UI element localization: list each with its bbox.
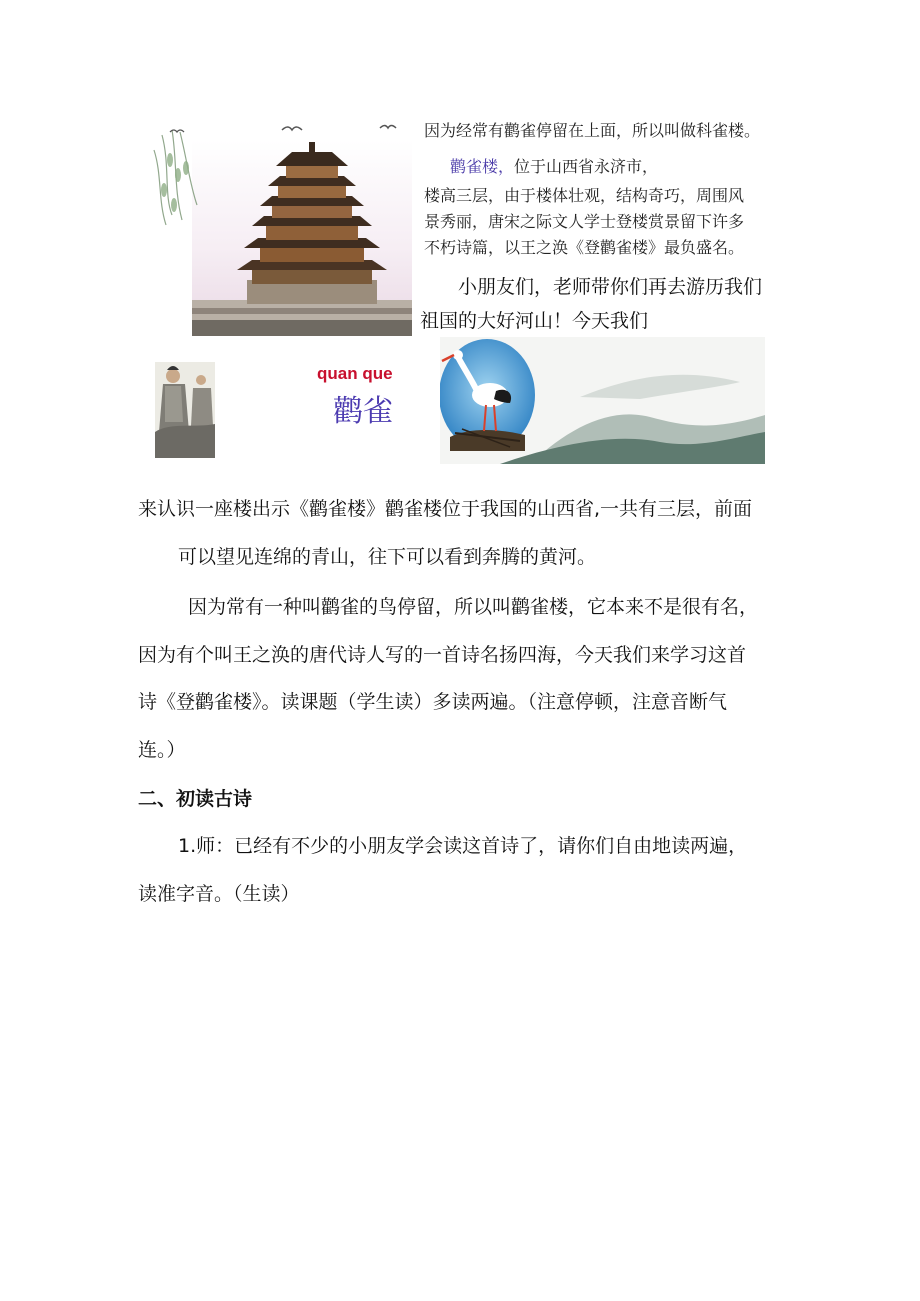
stork-landscape-illustration xyxy=(440,337,765,464)
pinyin-label: quan que xyxy=(317,364,393,383)
tower-illustration xyxy=(152,120,412,336)
side-text-line3: 楼高三层，由于楼体壮观，结构奇巧，周围风 xyxy=(424,186,745,205)
poet-illustration xyxy=(155,362,215,458)
intro-line2: 祖国的大好河山！今天我们 xyxy=(420,310,649,332)
paragraph2-line3: 诗《登鹳雀楼》。读课题（学生读）多读两遍。（注意停顿，注意音断气 xyxy=(138,691,728,713)
paragraph2-line1: 因为常有一种叫鹳雀的鸟停留，所以叫鹳雀楼，它本来不是很有名， xyxy=(188,596,759,618)
intro-line1: 小朋友们，老师带你们再去游历我们 xyxy=(458,276,763,298)
hanzi-label: 鹳雀 xyxy=(333,394,393,429)
section-heading: 二、初读古诗 xyxy=(138,788,253,810)
paragraph2-line4: 连。） xyxy=(138,739,186,761)
side-text-line5: 不朽诗篇，以王之涣《登鹳雀楼》最负盛名。 xyxy=(424,238,745,257)
paragraph3-line2: 读准字音。（生读） xyxy=(138,883,300,905)
tower-location: 位于山西省永济市， xyxy=(514,157,659,176)
paragraph3-line1: 1.师：已经有不少的小朋友学会读这首诗了，请你们自由地读两遍， xyxy=(178,835,748,857)
tower-name: 鹳雀楼， xyxy=(450,157,515,176)
side-text-line4: 景秀丽，唐宋之际文人学士登楼赏景留下许多 xyxy=(424,212,745,231)
side-text-line1: 因为经常有鹳雀停留在上面，所以叫做科雀楼。 xyxy=(424,121,761,140)
paragraph1-line2: 可以望见连绵的青山，往下可以看到奔腾的黄河。 xyxy=(178,546,597,568)
side-text-line2 xyxy=(450,154,658,180)
paragraph1-line1: 来认识一座楼出示《鹳雀楼》鹳雀楼位于我国的山西省,一共有三层，前面 xyxy=(138,498,753,520)
paragraph2-line2: 因为有个叫王之涣的唐代诗人写的一首诗名扬四海，今天我们来学习这首 xyxy=(138,644,747,666)
